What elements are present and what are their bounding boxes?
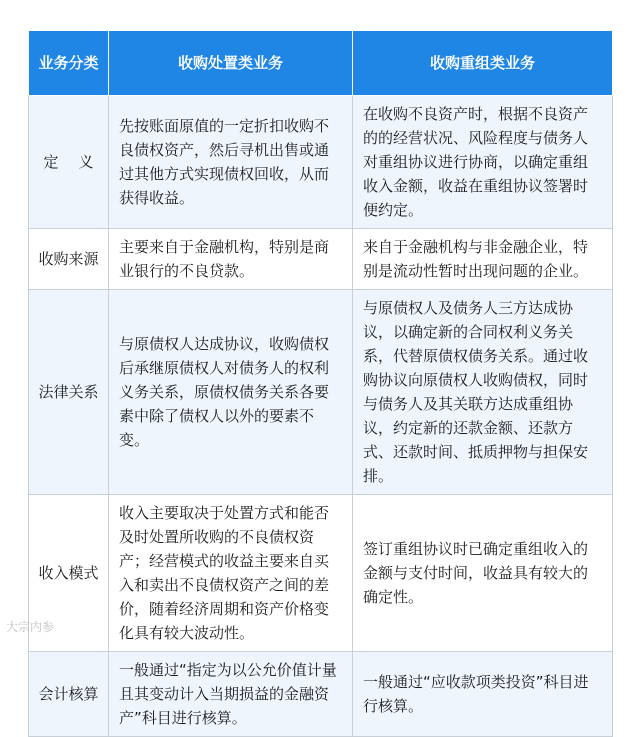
restructuring-cell: 在收购不良资产时，根据不良资产的的经营状况、风险程度与债务人对重组协议进行协商，以确定重组收入金额，收益在重组协议签署时便约定。 [353,96,613,229]
disposal-cell: 与原债权人达成协议，收购债权后承继原债权人对债务人的权利义务关系，原债权债务关系各要素中除了债权人以外的要素不变。 [109,290,353,495]
table-row [29,96,613,229]
watermark: 大宗内参 [6,620,55,634]
table-row [29,229,613,290]
table-row [29,495,613,652]
restructuring-cell: 来自于金融机构与非金融企业，特别是流动性暂时出现问题的企业。 [353,229,613,290]
header-restructuring: 收购重组类业务 [353,31,613,96]
row-category-cell: 会计核算 [29,652,109,737]
restructuring-cell: 签订重组协议时已确定重组收入的金额与支付时间，收益具有较大的确定性。 [353,495,613,652]
table-header-row [29,31,613,96]
row-category-cell: 收入模式 [29,495,109,652]
row-category-cell [29,96,114,229]
row-category-label: 定义 [43,153,114,171]
comparison-table-wrapper [28,30,612,737]
row-category-cell: 法律关系 [29,290,109,495]
header-category: 业务分类 [29,31,109,96]
restructuring-cell: 与原债权人及债务人三方达成协议，以确定新的合同权利义务关系，代替原债权债务关系。通过收购协议向原债权人收购债权，同时与债务人及其关联方达成重组协议，约定新的还款金额、还款方式、还款时间、抵质押物与担保安排。 [353,290,613,495]
disposal-cell: 主要来自于金融机构，特别是商业银行的不良贷款。 [109,229,353,290]
row-category-cell: 收购来源 [29,229,109,290]
disposal-cell: 收入主要取决于处置方式和能否及时处置所收购的不良债权资产；经营模式的收益主要来自买入和卖出不良债权资产之间的差价，随着经济周期和资产价格变化具有较大波动性。 [109,495,353,652]
comparison-table [28,30,613,737]
table-row [29,652,613,737]
header-disposal: 收购处置类业务 [109,31,353,96]
table-row [29,290,613,495]
disposal-cell: 一般通过“指定为以公允价值计量且其变动计入当期损益的金融资产”科目进行核算。 [109,652,353,737]
restructuring-cell: 一般通过“应收款项类投资”科目进行核算。 [353,652,613,737]
disposal-cell: 先按账面原值的一定折扣收购不良债权资产，然后寻机出售或通过其他方式实现债权回收，从而获得收益。 [109,96,353,229]
